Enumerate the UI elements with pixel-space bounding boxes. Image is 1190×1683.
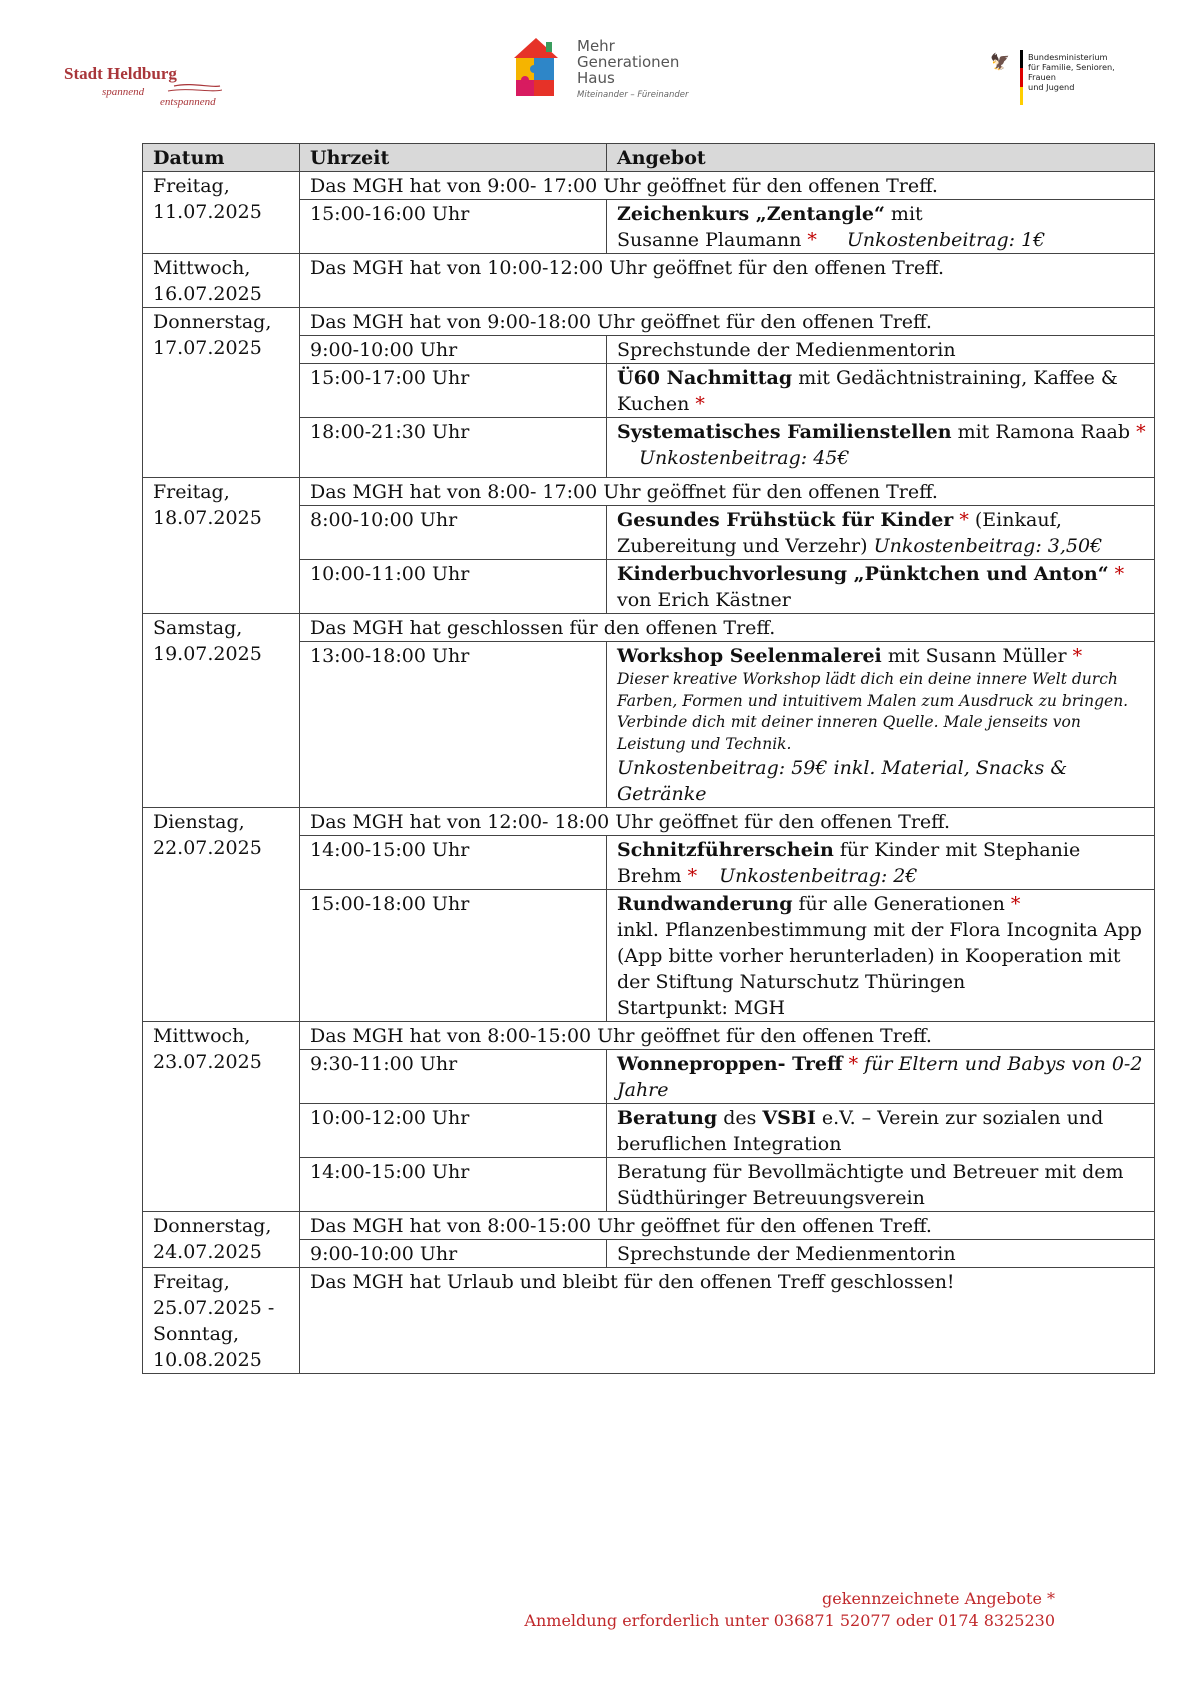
date-cell: Donnerstag, 17.07.2025 [143, 308, 300, 478]
footer-note [524, 1588, 1055, 1632]
date-cell: Mittwoch, 23.07.2025 [143, 1022, 300, 1212]
opening-hours: Das MGH hat von 8:00- 17:00 Uhr geöffnet für den offenen Treff. [300, 478, 1155, 506]
registration-star: * [807, 229, 817, 251]
time-cell: 9:00-10:00 Uhr [300, 1240, 607, 1268]
offer-cell: Wonneproppen- Treff * für Eltern und Babys von 0-2 Jahre [607, 1050, 1155, 1104]
time-cell: 18:00-21:30 Uhr [300, 418, 607, 478]
mgh-line-3: Haus [577, 69, 615, 87]
offer-cell: Zeichenkurs „Zentangle“ mit Susanne Plaumann * Unkostenbeitrag: 1€ [607, 200, 1155, 254]
offer-cell: Ü60 Nachmittag mit Gedächtnistraining, Kaffee & Kuchen * [607, 364, 1155, 418]
ministry-logo [990, 50, 1140, 105]
workshop-description: Dieser kreative Workshop lädt dich ein deine innere Welt durch Farben, Formen und intuitivem Malen zum Ausdruck zu bringen. Verbinde dich mit deiner inneren Quelle. Male jenseits von Leistung und Technik. [617, 670, 1129, 753]
date-cell: Samstag, 19.07.2025 [143, 614, 300, 808]
house-puzzle-icon [510, 36, 572, 100]
footer-line-1: gekennzeichnete Angebote * [822, 1589, 1055, 1608]
mgh-line-2: Generationen [577, 53, 680, 71]
table-header-row [143, 144, 1155, 172]
schedule-table [142, 143, 1155, 1374]
time-cell: 13:00-18:00 Uhr [300, 642, 607, 808]
eagle-icon: 🦅 [990, 52, 1010, 71]
registration-star: * [1114, 563, 1125, 585]
opening-hours: Das MGH hat von 8:00-15:00 Uhr geöffnet für den offenen Treff. [300, 1022, 1155, 1050]
ministry-line-1: Bundesministerium [1028, 52, 1108, 62]
mgh-logo [510, 36, 700, 106]
table-row [143, 308, 1155, 336]
ministry-line-3: und Jugend [1028, 82, 1075, 92]
table-row [143, 808, 1155, 836]
table-row [143, 254, 1155, 308]
opening-hours: Das MGH hat von 9:00-18:00 Uhr geöffnet für den offenen Treff. [300, 308, 1155, 336]
time-cell: 10:00-12:00 Uhr [300, 1104, 607, 1158]
vacation-notice: Das MGH hat Urlaub und bleibt für den offenen Treff geschlossen! [300, 1268, 1155, 1374]
table-row [143, 1022, 1155, 1050]
registration-star: * [687, 865, 698, 887]
offer-cell: Beratung für Bevollmächtigte und Betreuer mit dem Südthüringer Betreuungsverein [607, 1158, 1155, 1212]
offer-cell: Sprechstunde der Medienmentorin [607, 1240, 1155, 1268]
registration-star: * [848, 1053, 859, 1075]
time-cell: 15:00-17:00 Uhr [300, 364, 607, 418]
stadt-tagline-1: spannend [102, 86, 145, 98]
time-cell: 9:00-10:00 Uhr [300, 336, 607, 364]
date-cell: Freitag, 11.07.2025 [143, 172, 300, 254]
mgh-subtitle: Miteinander – Füreinander [577, 90, 689, 100]
opening-hours: Das MGH hat von 9:00- 17:00 Uhr geöffnet für den offenen Treff. [300, 172, 1155, 200]
stadt-heldburg-logo [62, 62, 232, 112]
offer-cell: Rundwanderung für alle Generationen * inkl. Pflanzenbestimmung mit der Flora Incognita App (App bitte vorher herunterladen) in Kooperation mit der Stiftung Naturschutz Thüringen Startpunkt: MGH [607, 890, 1155, 1022]
time-cell: 8:00-10:00 Uhr [300, 506, 607, 560]
offer-cell: Gesundes Frühstück für Kinder * (Einkauf, Zubereitung und Verzehr) Unkostenbeitrag: 3,50€ [607, 506, 1155, 560]
opening-hours: Das MGH hat von 10:00-12:00 Uhr geöffnet für den offenen Treff. [300, 254, 1155, 308]
time-cell: 15:00-16:00 Uhr [300, 200, 607, 254]
time-cell: 9:30-11:00 Uhr [300, 1050, 607, 1104]
mgh-line-1: Mehr [577, 37, 615, 55]
date-cell: Donnerstag, 24.07.2025 [143, 1212, 300, 1268]
flag-icon [1020, 50, 1023, 105]
opening-hours: Das MGH hat von 8:00-15:00 Uhr geöffnet für den offenen Treff. [300, 1212, 1155, 1240]
table-row [143, 1268, 1155, 1374]
registration-star: * [1072, 645, 1083, 667]
time-cell: 14:00-15:00 Uhr [300, 836, 607, 890]
column-header-angebot: Angebot [607, 144, 1155, 172]
offer-cell: Kinderbuchvorlesung „Pünktchen und Anton“ * von Erich Kästner [607, 560, 1155, 614]
column-header-datum: Datum [143, 144, 300, 172]
table-row [143, 172, 1155, 200]
time-cell: 10:00-11:00 Uhr [300, 560, 607, 614]
ministry-line-2: für Familie, Senioren, Frauen [1028, 62, 1115, 82]
workshop-cost: Unkostenbeitrag: 59€ inkl. Material, Snacks & Getränke [617, 757, 1068, 805]
registration-star: * [959, 509, 969, 531]
offer-cell: Workshop Seelenmalerei mit Susann Müller * Dieser kreative Workshop lädt dich ein deine innere Welt durch Farben, Formen und intuitivem Malen zum Ausdruck zu bringen. Verbinde dich mit deiner inneren Quelle. Male jenseits von Leistung und Technik. Unkostenbeitrag: 59€ inkl. Material, Snacks & Getränke [607, 642, 1155, 808]
opening-hours: Das MGH hat von 12:00- 18:00 Uhr geöffnet für den offenen Treff. [300, 808, 1155, 836]
ministry-name [1028, 52, 1140, 92]
offer-cell: Schnitzführerschein für Kinder mit Stephanie Brehm * Unkostenbeitrag: 2€ [607, 836, 1155, 890]
registration-star: * [1136, 421, 1146, 443]
table-row [143, 478, 1155, 506]
table-row [143, 1212, 1155, 1240]
date-cell: Freitag, 25.07.2025 - Sonntag, 10.08.2025 [143, 1268, 300, 1374]
date-cell: Freitag, 18.07.2025 [143, 478, 300, 614]
offer-cell: Systematisches Familienstellen mit Ramona Raab *Unkostenbeitrag: 45€ [607, 418, 1155, 478]
time-cell: 15:00-18:00 Uhr [300, 890, 607, 1022]
date-cell: Mittwoch, 16.07.2025 [143, 254, 300, 308]
opening-hours: Das MGH hat geschlossen für den offenen Treff. [300, 614, 1155, 642]
offer-cell: Sprechstunde der Medienmentorin [607, 336, 1155, 364]
table-row [143, 614, 1155, 642]
offer-cell: Beratung des VSBI e.V. – Verein zur sozialen und beruflichen Integration [607, 1104, 1155, 1158]
registration-star: * [695, 393, 705, 415]
stadt-tagline-2: entspannend [160, 96, 216, 108]
registration-star: * [1010, 893, 1021, 915]
column-header-uhrzeit: Uhrzeit [300, 144, 607, 172]
stadt-name: Stadt Heldburg [64, 64, 177, 83]
time-cell: 14:00-15:00 Uhr [300, 1158, 607, 1212]
date-cell: Dienstag, 22.07.2025 [143, 808, 300, 1022]
footer-line-2: Anmeldung erforderlich unter 036871 52077 oder 0174 8325230 [524, 1611, 1055, 1630]
